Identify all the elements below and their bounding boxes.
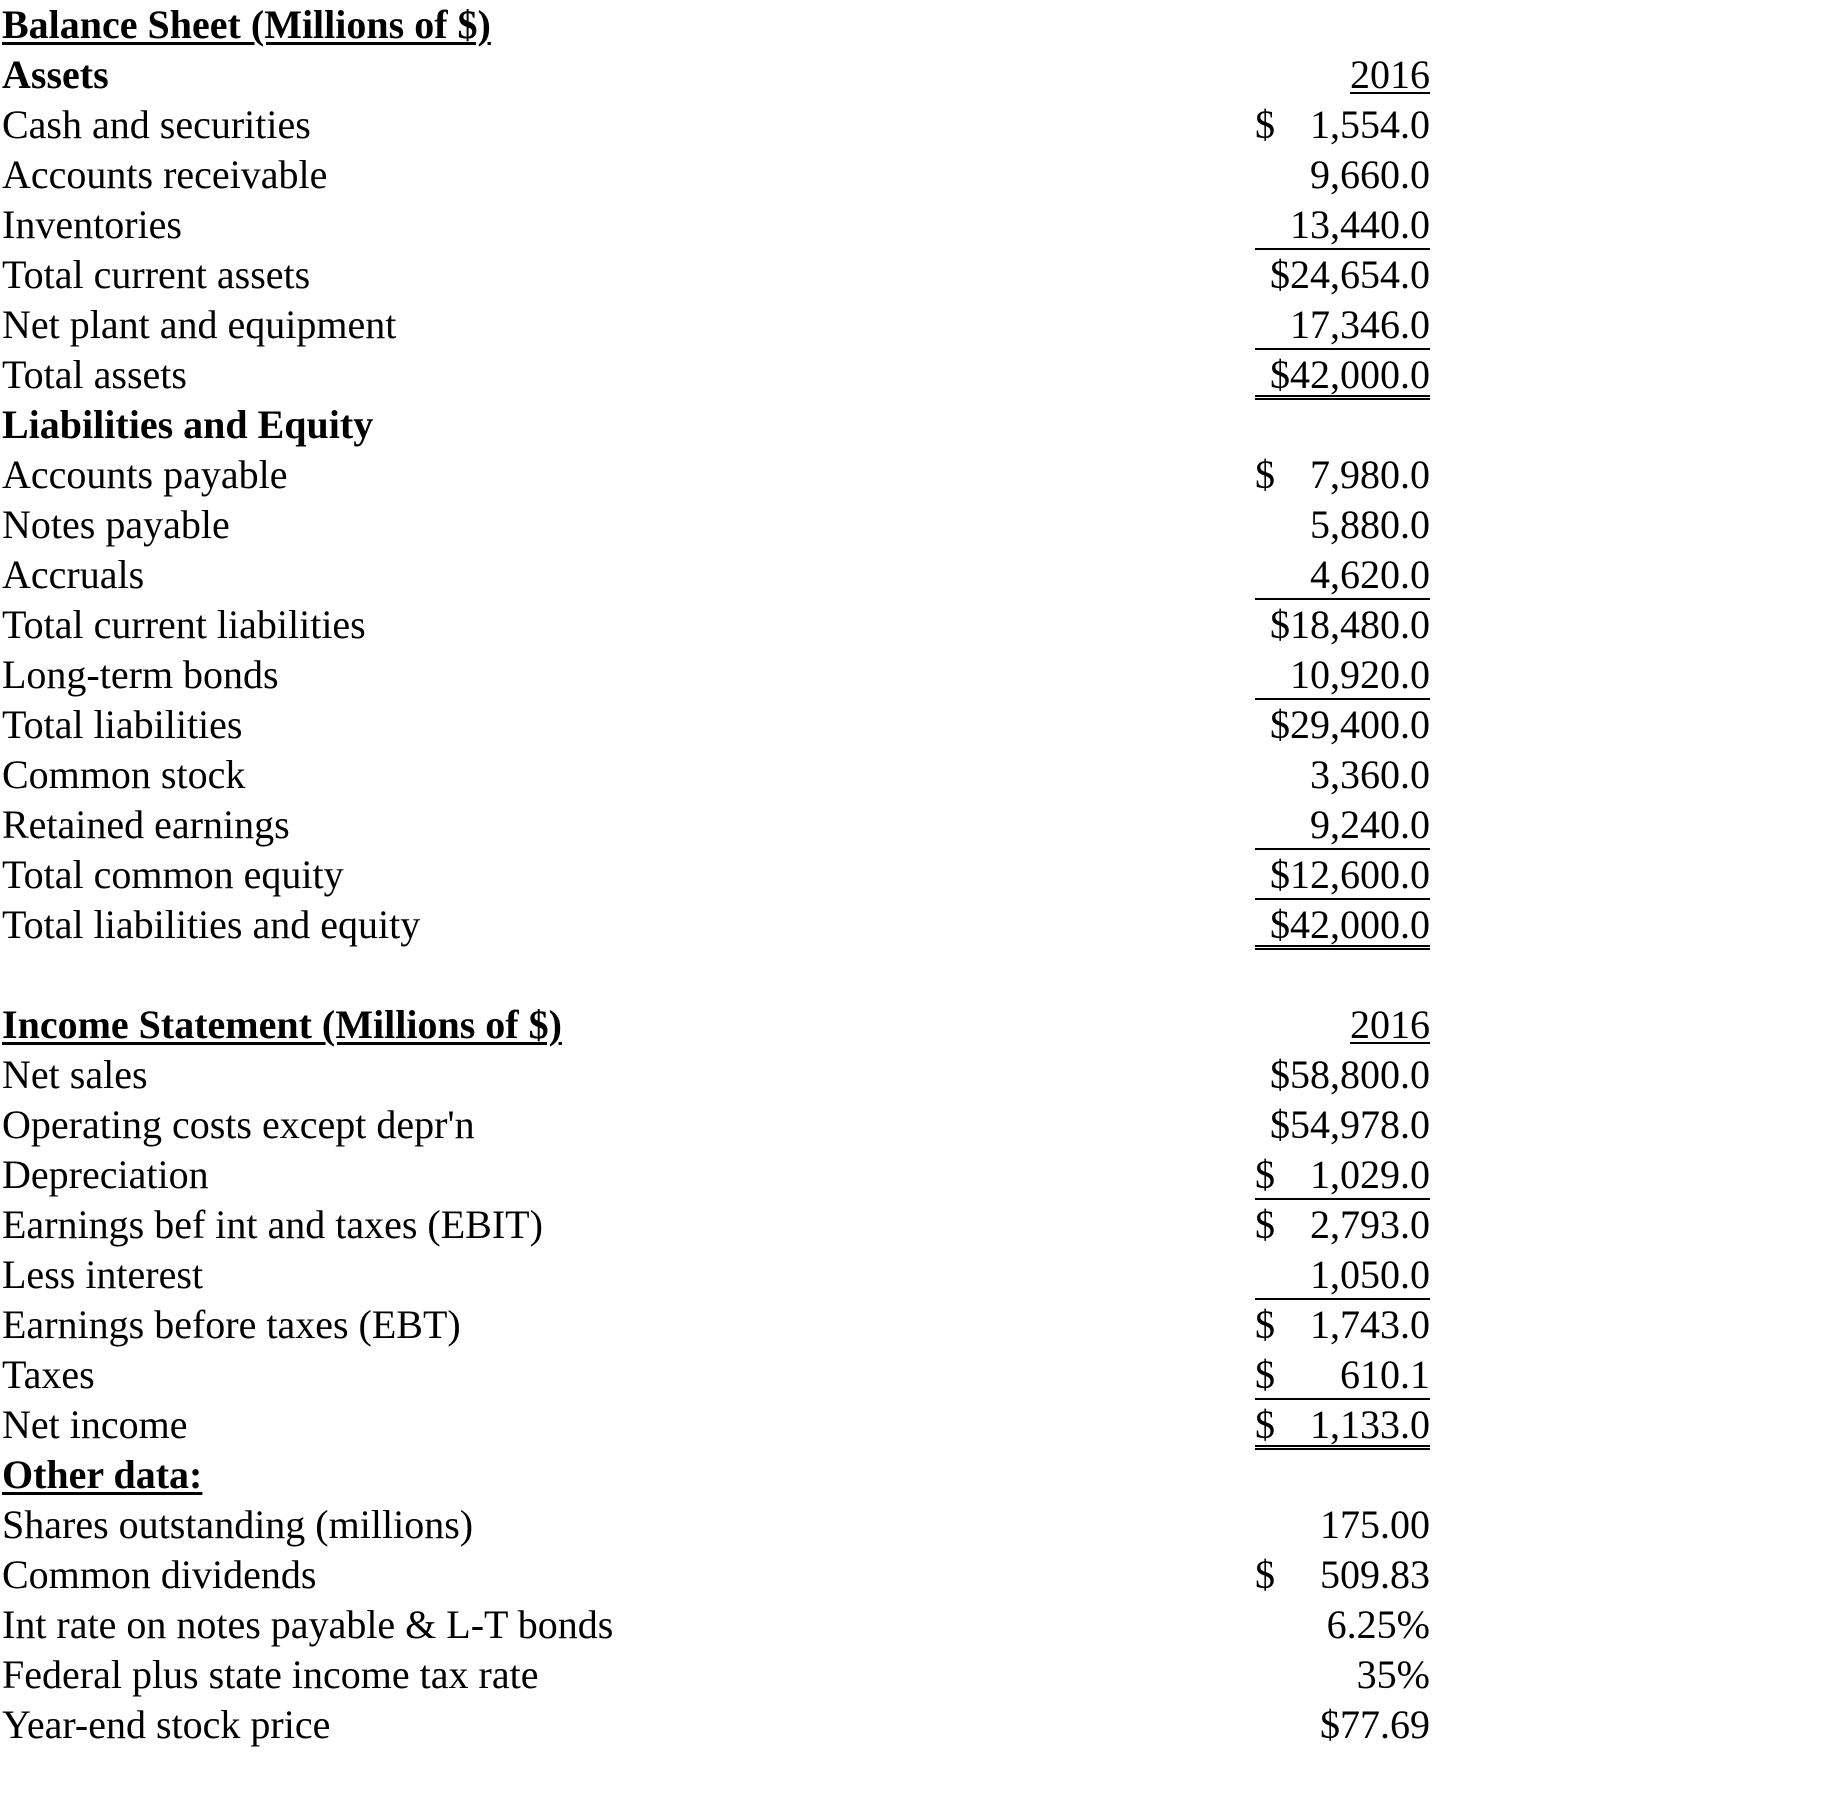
table-row [0, 1600, 1842, 1650]
row-label: Federal plus state income tax rate [2, 1652, 539, 1697]
amount: 1,050.0 [1310, 1252, 1430, 1297]
row-label: Long-term bonds [2, 652, 279, 697]
row-label: Common dividends [2, 1552, 317, 1597]
row-label: Inventories [2, 202, 182, 247]
row-value [1255, 1200, 1430, 1248]
table-row [0, 1700, 1842, 1750]
row-value [1255, 650, 1430, 700]
row-value [1255, 550, 1430, 600]
amount: 610.1 [1340, 1352, 1430, 1397]
table-row [0, 1400, 1842, 1450]
row-value [1255, 100, 1430, 148]
dollar-sign: $ [1255, 452, 1275, 497]
row-label: Net plant and equipment [2, 302, 397, 347]
liabilities-heading-row [0, 400, 1842, 450]
amount: 13,440.0 [1290, 202, 1430, 247]
row-value [1255, 1100, 1430, 1148]
row-label: Earnings before taxes (EBT) [2, 1302, 461, 1347]
row-value [1255, 450, 1430, 498]
table-row [0, 800, 1842, 850]
table-row [0, 1650, 1842, 1700]
table-row [0, 1350, 1842, 1400]
row-label: Retained earnings [2, 802, 290, 847]
row-label: Taxes [2, 1352, 95, 1397]
row-value [1255, 250, 1430, 298]
row-label: Accounts receivable [2, 152, 328, 197]
row-value [1255, 1050, 1430, 1098]
row-label: Common stock [2, 752, 246, 797]
dollar-sign: $ [1255, 1552, 1275, 1597]
table-row [0, 200, 1842, 250]
row-label: Net income [2, 1402, 188, 1447]
table-row [0, 1250, 1842, 1300]
dollar-sign: $ [1255, 1402, 1275, 1447]
amount: 10,920.0 [1290, 652, 1430, 697]
amount: $29,400.0 [1270, 702, 1430, 747]
dollar-sign: $ [1255, 1352, 1275, 1397]
dollar-sign: $ [1255, 1302, 1275, 1347]
table-row [0, 650, 1842, 700]
row-label: Earnings bef int and taxes (EBIT) [2, 1202, 543, 1247]
amount: 3,360.0 [1310, 752, 1430, 797]
row-value [1255, 850, 1430, 900]
dollar-sign: $ [1255, 1202, 1275, 1247]
amount: 4,620.0 [1310, 552, 1430, 597]
row-value [1255, 900, 1430, 950]
amount: $42,000.0 [1270, 902, 1430, 947]
row-label: Total common equity [2, 852, 344, 897]
liabilities-heading: Liabilities and Equity [2, 402, 374, 447]
row-value [1255, 1350, 1430, 1400]
row-label: Accruals [2, 552, 145, 597]
balance-sheet-title-row [0, 0, 1842, 50]
income-statement-title: Income Statement (Millions of $) [2, 1002, 562, 1047]
amount: $58,800.0 [1270, 1052, 1430, 1097]
row-label: Year-end stock price [2, 1702, 331, 1747]
dollar-sign: $ [1255, 1152, 1275, 1197]
row-value [1255, 1500, 1430, 1548]
table-row [0, 500, 1842, 550]
amount: $12,600.0 [1270, 852, 1430, 897]
amount: 2,793.0 [1310, 1202, 1430, 1247]
row-label: Net sales [2, 1052, 148, 1097]
row-label: Total assets [2, 352, 187, 397]
row-value [1255, 1150, 1430, 1200]
amount: 5,880.0 [1310, 502, 1430, 547]
other-data-heading: Other data: [2, 1452, 203, 1497]
amount: 1,554.0 [1310, 102, 1430, 147]
row-label: Total current assets [2, 252, 311, 297]
amount: 35% [1356, 1652, 1430, 1697]
table-row [0, 1100, 1842, 1150]
row-value [1255, 1650, 1430, 1698]
table-row [0, 1550, 1842, 1600]
table-row [0, 150, 1842, 200]
amount: 9,240.0 [1310, 802, 1430, 847]
table-row [0, 1050, 1842, 1100]
income-statement-title-row [0, 1000, 1842, 1050]
section-spacer [0, 950, 1842, 1000]
amount: $54,978.0 [1270, 1102, 1430, 1147]
table-row [0, 550, 1842, 600]
row-value [1255, 1700, 1430, 1748]
amount: 9,660.0 [1310, 152, 1430, 197]
table-row [0, 300, 1842, 350]
table-row [0, 250, 1842, 300]
amount: $18,480.0 [1270, 602, 1430, 647]
income-statement-year: 2016 [1350, 1002, 1430, 1047]
table-row [0, 450, 1842, 500]
table-row [0, 1300, 1842, 1350]
assets-heading-row [0, 50, 1842, 100]
balance-sheet-title: Balance Sheet (Millions of $) [2, 2, 491, 47]
row-label: Shares outstanding (millions) [2, 1502, 474, 1547]
row-label: Total liabilities [2, 702, 243, 747]
other-data-heading-row [0, 1450, 1842, 1500]
row-value [1255, 600, 1430, 648]
row-label: Total liabilities and equity [2, 902, 421, 947]
amount: 1,133.0 [1310, 1402, 1430, 1447]
dollar-sign: $ [1255, 102, 1275, 147]
row-label: Notes payable [2, 502, 230, 547]
table-row [0, 1500, 1842, 1550]
row-value [1255, 750, 1430, 798]
row-value [1255, 1550, 1430, 1598]
row-value [1255, 350, 1430, 400]
row-value [1255, 700, 1430, 748]
table-row [0, 850, 1842, 900]
row-value [1255, 300, 1430, 350]
row-value [1255, 500, 1430, 548]
row-value [1255, 1400, 1430, 1450]
row-label: Depreciation [2, 1152, 209, 1197]
assets-heading: Assets [2, 52, 109, 97]
amount: 1,029.0 [1310, 1152, 1430, 1197]
table-row [0, 900, 1842, 950]
amount: 175.00 [1320, 1502, 1430, 1547]
row-label: Int rate on notes payable & L-T bonds [2, 1602, 614, 1647]
amount: $77.69 [1320, 1702, 1430, 1747]
amount: 1,743.0 [1310, 1302, 1430, 1347]
amount: $24,654.0 [1270, 252, 1430, 297]
row-value [1255, 1300, 1430, 1348]
row-value [1255, 1250, 1430, 1300]
balance-sheet-year: 2016 [1350, 52, 1430, 97]
table-row [0, 600, 1842, 650]
amount: 6.25% [1326, 1602, 1430, 1647]
row-label: Total current liabilities [2, 602, 366, 647]
row-value [1255, 150, 1430, 198]
table-row [0, 700, 1842, 750]
amount: 509.83 [1320, 1552, 1430, 1597]
row-label: Operating costs except depr'n [2, 1102, 475, 1147]
row-label: Cash and securities [2, 102, 311, 147]
row-label: Less interest [2, 1252, 204, 1297]
row-label: Accounts payable [2, 452, 288, 497]
table-row [0, 100, 1842, 150]
row-value [1255, 800, 1430, 850]
amount: 7,980.0 [1310, 452, 1430, 497]
row-value [1255, 200, 1430, 250]
amount: $42,000.0 [1270, 352, 1430, 397]
table-row [0, 1150, 1842, 1200]
row-value [1255, 1600, 1430, 1648]
table-row [0, 350, 1842, 400]
table-row [0, 750, 1842, 800]
table-row [0, 1200, 1842, 1250]
amount: 17,346.0 [1290, 302, 1430, 347]
